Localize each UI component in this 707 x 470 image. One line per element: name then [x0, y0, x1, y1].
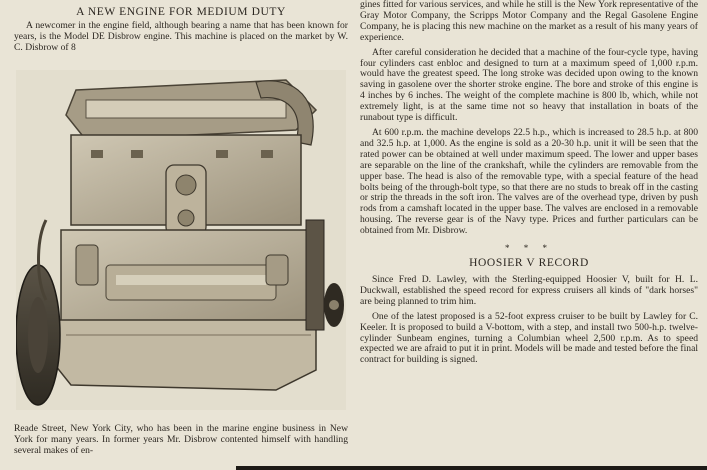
article-continued-left: Reade Street, New York City, who has been in the marine engine business in New York for many years. In former years Mr. Disbrow contented himself with handling several makes of en-: [14, 423, 348, 456]
section-separator: * * *: [505, 243, 553, 254]
left-bottom-text: [14, 424, 348, 457]
left-column: [14, 6, 348, 54]
article-intro-paragraph: A newcomer in the engine field, although bearing a name that has been known for years, is the Model DE Disbrow engine. This machine is placed on the market by W. C. Disbrow of 8: [14, 20, 348, 53]
article-paragraph-1: gines fitted for various services, and while he still is the New York representative of the Gray Motor Company, the Scripps Motor Company and the Regal Gasolene Engine Company, he is placing this new machine on the market as a result of his many years of experience.: [360, 0, 698, 43]
engine-illustration-icon: [16, 70, 346, 410]
engine-photo: [16, 70, 346, 410]
article-title-hoosier: HOOSIER V RECORD: [469, 257, 589, 270]
article-paragraph-2: After careful consideration he decided that a machine of the four-cycle type, having four cylinders cast enbloc and designed to turn at a maximum speed of 1,000 r.p.m. would have the greatest speed. The long stroke was decided upon owing to the known saving in gasolene over the shorter stroke engine. The bore and stroke of this engine is 4 inches by 6 inches. The weight of the complete machine is 800 lb, which, while not extremely light, is at the same time not so heavy that installation in boats of the runabout type is difficult.: [360, 46, 698, 124]
page-bottom-rule: [236, 466, 707, 470]
article-title-new-engine: A NEW ENGINE FOR MEDIUM DUTY: [76, 6, 286, 18]
hoosier-paragraph-1: Since Fred D. Lawley, with the Sterling-equipped Hoosier V, built for H. L. Duckwall, established the speed record for express cruisers all kinds of "dark horses" are being planned to trim him.: [360, 274, 698, 307]
article-paragraph-3: At 600 r.p.m. the machine develops 22.5 h.p., which is increased to 28.5 h.p. at 800 and 32.5 h.p. at 1,000. As the engine is sold as a 20-30 h.p. unit it will be seen that the rated power can be obtained at well under maximum speed. The lower and upper bases are separable on the line of the crankshaft, while the cylinders are removable from the upper base. The head is also of the removable type, with a special feature of the head bolts being of the through-bolt type, so that there are no studs to break off in the casting or strip the threads in the soft iron. The valves are of the overhead type, driven by push rods from a camshaft located in the upper base. The valves are enclosed in a removable housing. The reverse gear is of the Navy type. Prices and further particulars can be obtained from Mr. Disbrow.: [360, 126, 698, 237]
hoosier-paragraph-2: One of the latest proposed is a 52-foot express cruiser to be built by Lawley for C. Keeler. It is proposed to build a V-bottom, with a step, and install two 500-h.p. twelve-cylinder Sunbeam engines, turning a Columbian wheel 2,500 r.p.m. As to speed expected we are afraid to put it in print. Models will be made and tested before the final contract for building is signed.: [360, 310, 698, 366]
right-column: [360, 0, 698, 366]
